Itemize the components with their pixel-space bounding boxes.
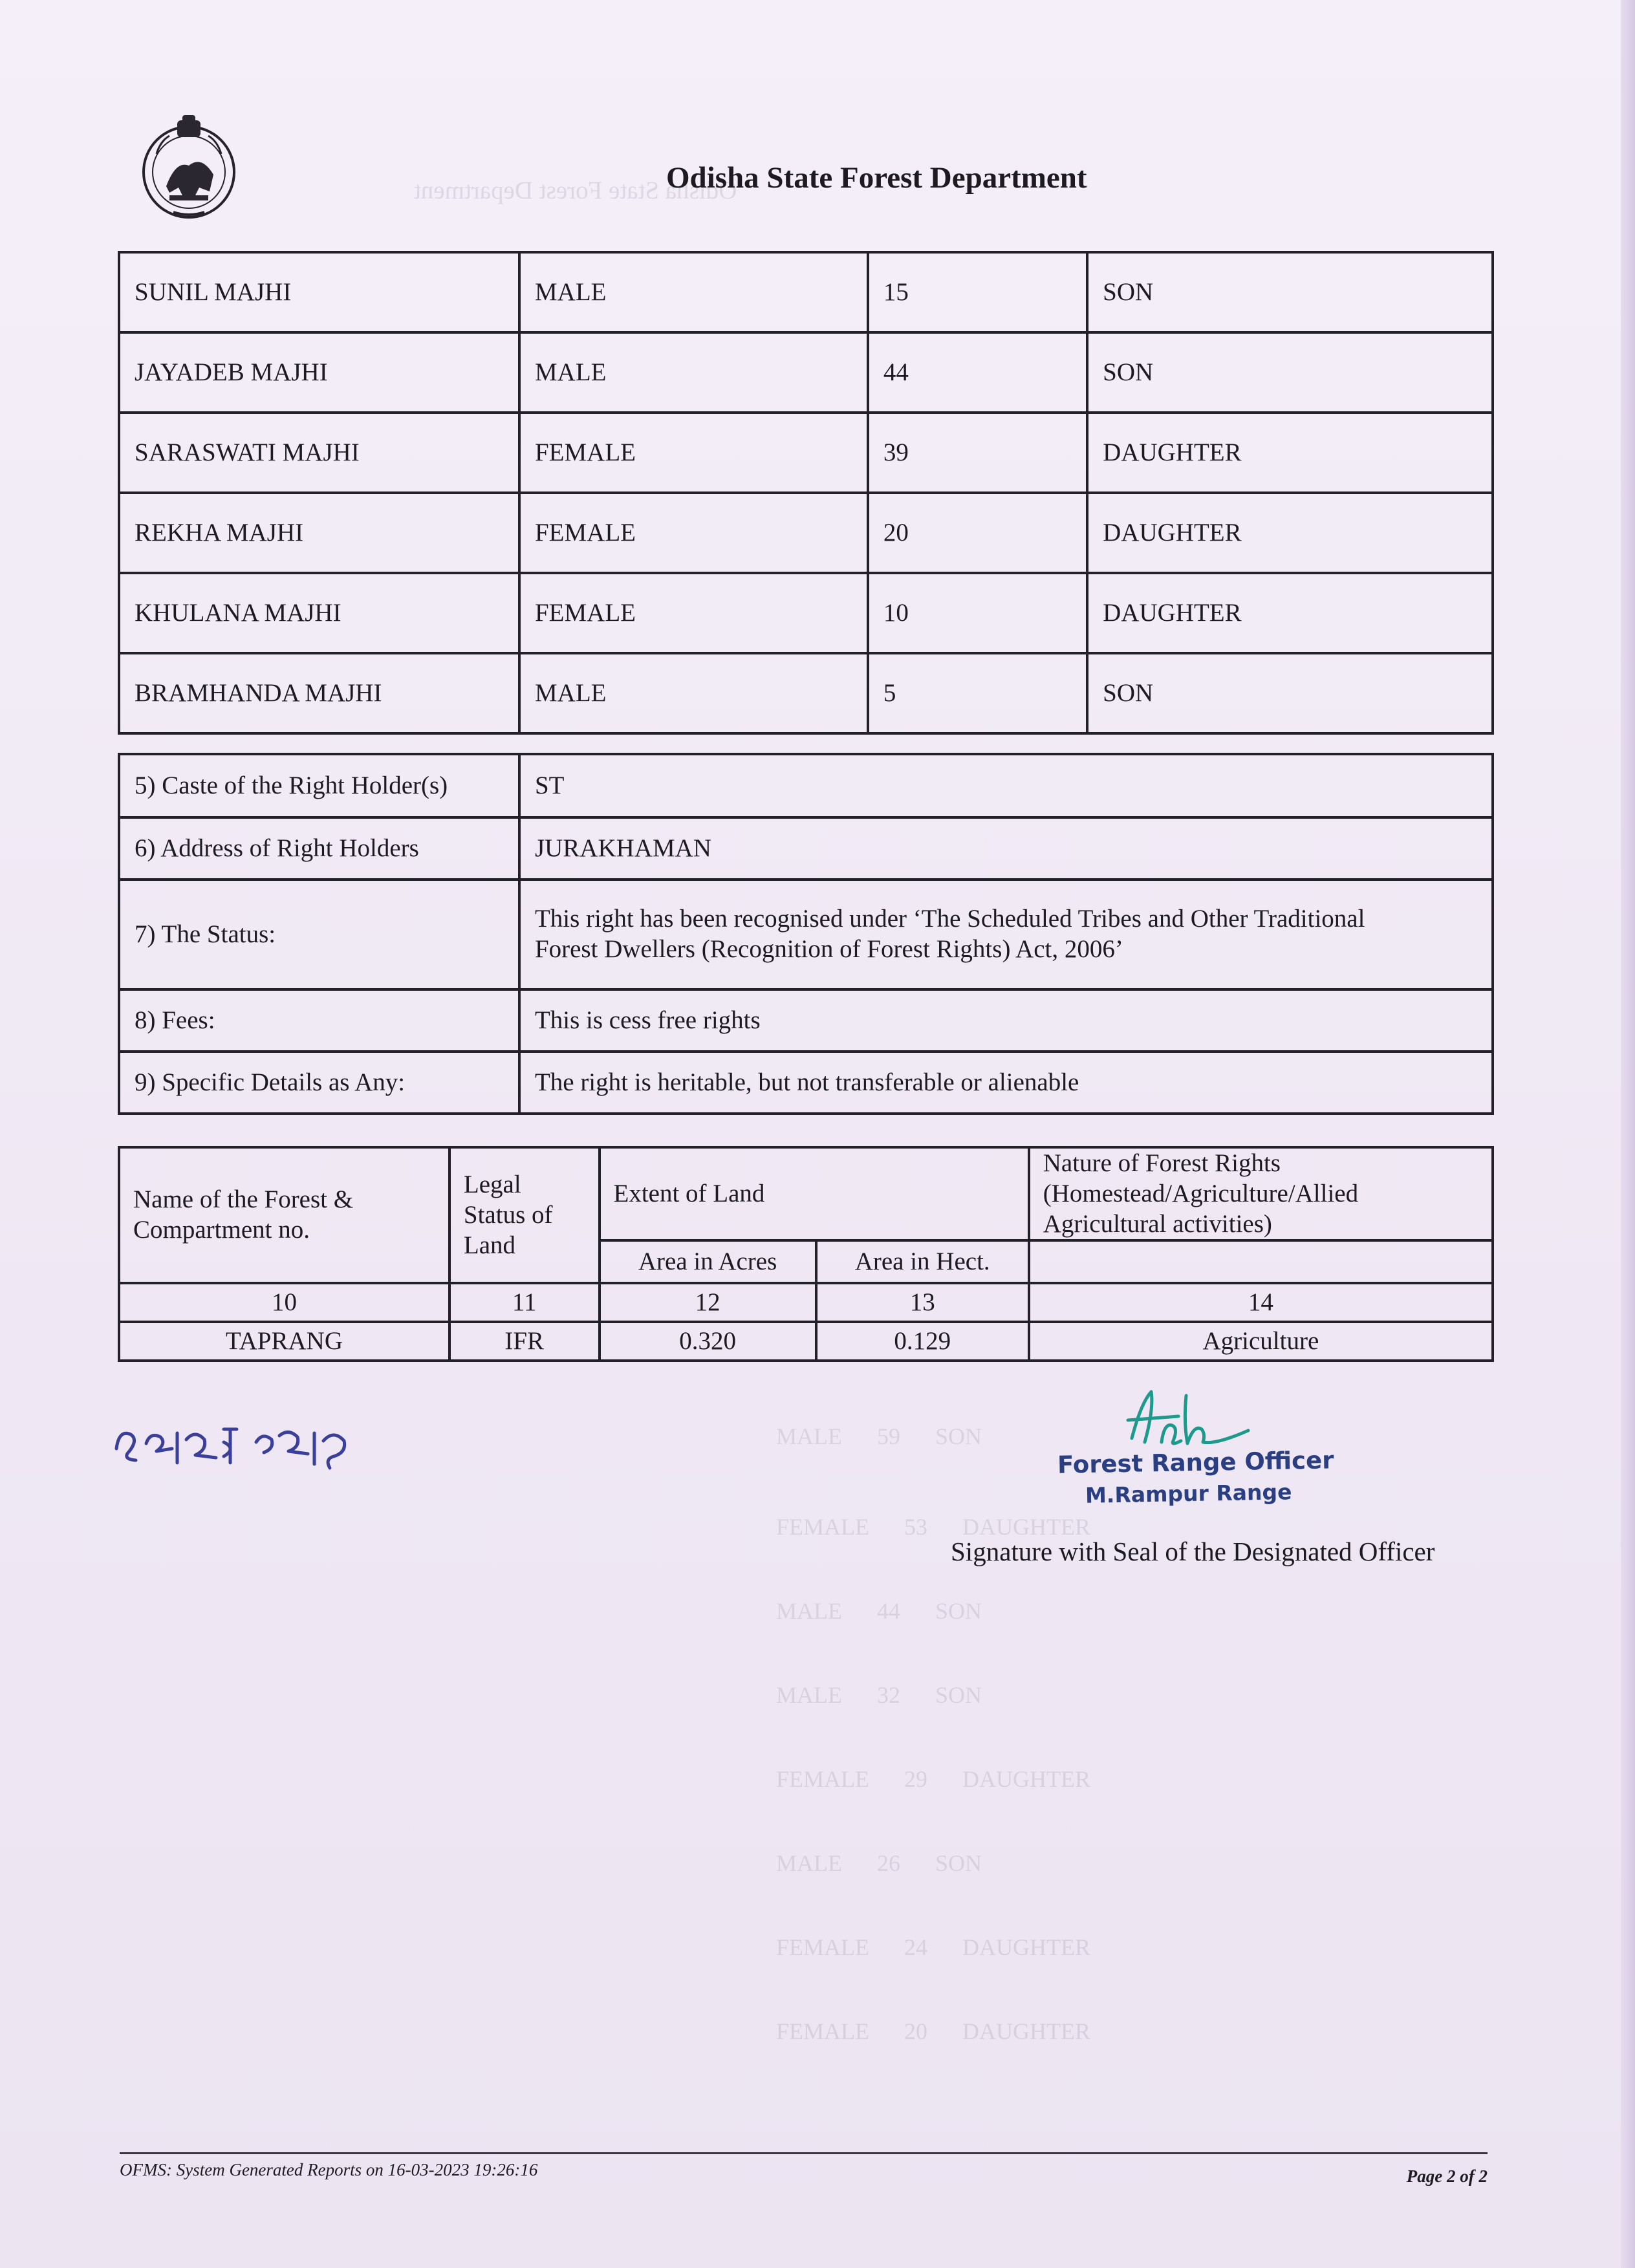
member-name: KHULANA MAJHI (119, 573, 519, 653)
header-area-acres: Area in Acres (600, 1240, 816, 1283)
member-relation: DAUGHTER (1087, 493, 1493, 573)
member-gender: FEMALE (519, 413, 868, 493)
table-row (119, 1322, 1493, 1361)
detail-label: 8) Fees: (119, 989, 519, 1052)
column-number-row (119, 1283, 1493, 1322)
member-gender: FEMALE (519, 573, 868, 653)
show-through-text: MALE 59 SON (776, 1423, 982, 1449)
member-name: JAYADEB MAJHI (119, 332, 519, 413)
footer-generated-text: OFMS: System Generated Reports on 16-03-2023 19:26:16 (120, 2160, 538, 2179)
member-age: 20 (868, 493, 1087, 573)
show-through-text: FEMALE 29 DAUGHTER (776, 1766, 1090, 1792)
table-row (119, 754, 1493, 817)
member-gender: MALE (519, 653, 868, 733)
member-age: 39 (868, 413, 1087, 493)
member-gender: MALE (519, 252, 868, 332)
table-row (119, 817, 1493, 880)
show-through-text: MALE 26 SON (776, 1850, 982, 1876)
show-through-text: MALE 32 SON (776, 1682, 982, 1708)
status-line-1: This right has been recognised under ‘The Scheduled Tribes and Other Traditional (534, 905, 1365, 933)
table-row (119, 880, 1493, 989)
table-row (119, 493, 1493, 573)
detail-value: JURAKHAMAN (519, 817, 1493, 880)
document-title: Odisha State Forest Department (666, 161, 1087, 195)
family-members-table (118, 251, 1494, 735)
table-row (119, 332, 1493, 413)
header-forest: Name of the Forest & Compartment no. (119, 1147, 449, 1283)
header-area-hect: Area in Hect. (816, 1240, 1029, 1283)
member-name: REKHA MAJHI (119, 493, 519, 573)
handwritten-note-icon (110, 1403, 382, 1474)
nature-of-right: Agriculture (1029, 1322, 1493, 1361)
signature-block (931, 1384, 1500, 1578)
status-line-2: Forest Dwellers (Recognition of Forest Rights) Act, 2006’ (534, 935, 1123, 963)
column-number: 14 (1029, 1283, 1493, 1322)
member-relation: SON (1087, 332, 1493, 413)
header-extent: Extent of Land (600, 1147, 1029, 1240)
column-number: 12 (600, 1283, 816, 1322)
column-number: 11 (449, 1283, 600, 1322)
member-age: 15 (868, 252, 1087, 332)
member-relation: SON (1087, 252, 1493, 332)
detail-value-multiline (519, 880, 1493, 989)
stamp-range-name: M.Rampur Range (1085, 1479, 1292, 1508)
member-relation: DAUGHTER (1087, 573, 1493, 653)
member-age: 5 (868, 653, 1087, 733)
signature-caption: Signature with Seal of the Designated Officer (951, 1537, 1435, 1566)
column-number: 13 (816, 1283, 1029, 1322)
member-age: 44 (868, 332, 1087, 413)
table-row (119, 989, 1493, 1052)
table-header-row (119, 1147, 1493, 1240)
member-name: SUNIL MAJHI (119, 252, 519, 332)
member-relation: DAUGHTER (1087, 413, 1493, 493)
stamp-officer-title: Forest Range Officer (1057, 1446, 1334, 1479)
area-acres: 0.320 (600, 1322, 816, 1361)
odisha-emblem-icon (137, 115, 241, 225)
detail-value: The right is heritable, but not transferable or alienable (519, 1052, 1493, 1114)
member-name: SARASWATI MAJHI (119, 413, 519, 493)
legal-status: IFR (449, 1322, 600, 1361)
show-through-text: FEMALE 20 DAUGHTER (776, 2018, 1090, 2044)
table-row (119, 413, 1493, 493)
forest-name: TAPRANG (119, 1322, 449, 1361)
detail-label: 9) Specific Details as Any: (119, 1052, 519, 1114)
land-extent-table (118, 1146, 1494, 1362)
show-through-text: Odisha State Forest Department (414, 177, 737, 204)
member-age: 10 (868, 573, 1087, 653)
detail-value: This is cess free rights (519, 989, 1493, 1052)
member-gender: MALE (519, 332, 868, 413)
column-number: 10 (119, 1283, 449, 1322)
show-through-text: FEMALE 53 DAUGHTER (776, 1514, 1090, 1540)
member-name: BRAMHANDA MAJHI (119, 653, 519, 733)
member-gender: FEMALE (519, 493, 868, 573)
detail-label: 6) Address of Right Holders (119, 817, 519, 880)
header-spacer (1029, 1240, 1493, 1283)
officer-signature-icon (1119, 1384, 1261, 1455)
table-row (119, 252, 1493, 332)
header-nature: Nature of Forest Rights (Homestead/Agriculture/Allied Agricultural activities) (1029, 1147, 1493, 1240)
table-row (119, 573, 1493, 653)
show-through-text: FEMALE 24 DAUGHTER (776, 1934, 1090, 1960)
show-through-text: MALE 44 SON (776, 1598, 982, 1624)
area-hect: 0.129 (816, 1322, 1029, 1361)
member-relation: SON (1087, 653, 1493, 733)
footer-divider (120, 2152, 1488, 2154)
table-row (119, 653, 1493, 733)
rights-details-table (118, 753, 1494, 1115)
detail-label: 7) The Status: (119, 880, 519, 989)
footer-page-number: Page 2 of 2 (1406, 2166, 1488, 2186)
detail-label: 5) Caste of the Right Holder(s) (119, 754, 519, 817)
table-row (119, 1052, 1493, 1114)
header-legal-status: Legal Status of Land (449, 1147, 600, 1283)
detail-value: ST (519, 754, 1493, 817)
page-edge-shadow (1621, 0, 1635, 2268)
